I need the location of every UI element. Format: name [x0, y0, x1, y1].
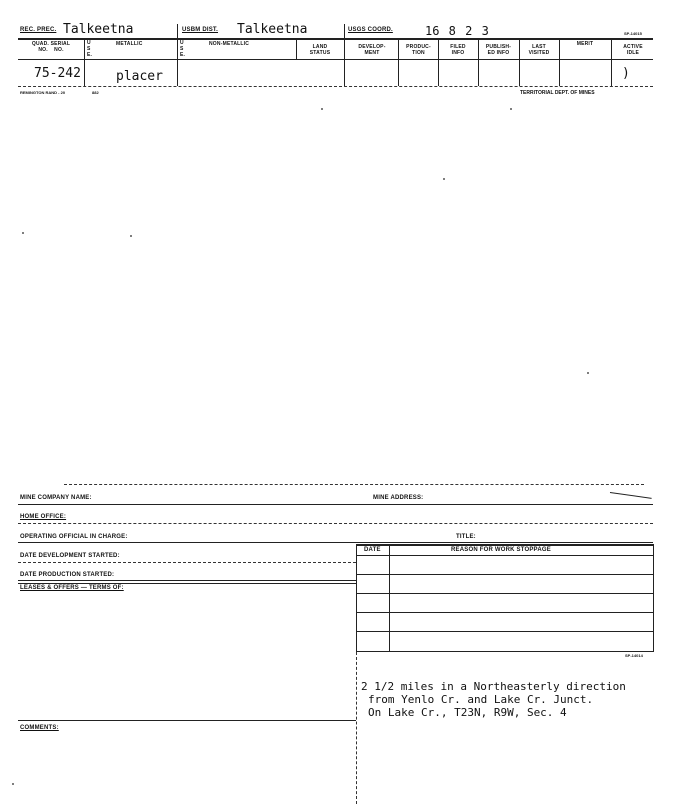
department-imprint: TERRITORIAL DEPT. OF MINES: [520, 90, 595, 96]
stoppage-reason-header: REASON FOR WORK STOPPAGE: [451, 547, 551, 553]
rec-prec-label: REC. PREC.: [20, 27, 57, 33]
usbm-dist-value: Talkeetna: [237, 22, 308, 37]
title-label: TITLE:: [456, 534, 476, 540]
col-quad-serial: QUAD. SERIAL NO. NO.: [31, 41, 71, 53]
col-merit: MERIT: [576, 41, 594, 47]
col-last-visited: LAST VISITED: [528, 44, 550, 56]
col-filed-info: FILED INFO: [450, 44, 466, 56]
date-development-started-label: DATE DEVELOPMENT STARTED:: [20, 553, 120, 559]
col-use-1: U S E.: [87, 40, 93, 58]
date-production-started-label: DATE PRODUCTION STARTED:: [20, 572, 115, 578]
active-idle-mark: ): [622, 66, 630, 81]
comments-label: COMMENTS:: [20, 725, 59, 731]
metallic-value: placer: [116, 69, 163, 84]
printer-imprint: REMINGTON RAND - 20: [20, 90, 66, 95]
form-number-back: SP-14014: [625, 653, 643, 658]
operating-official-label: OPERATING OFFICIAL IN CHARGE:: [20, 534, 128, 540]
quad-serial-value: 75-242: [34, 66, 81, 81]
home-office-label: HOME OFFICE:: [20, 514, 67, 520]
location-line-2: from Yenlo Cr. and Lake Cr. Junct.: [368, 693, 594, 706]
usbm-dist-label: USBM DIST.: [182, 27, 219, 33]
location-line-3: On Lake Cr., T23N, R9W, Sec. 4: [368, 706, 567, 719]
printer-code: 882: [92, 90, 99, 95]
col-non-metallic: NON-METALLIC: [209, 41, 250, 47]
mine-address-label: MINE ADDRESS:: [373, 495, 424, 501]
mine-company-name-label: MINE COMPANY NAME:: [20, 495, 92, 501]
col-development: DEVELOP- MENT: [358, 44, 386, 56]
usgs-coord-label: USGS COORD.: [348, 27, 393, 33]
col-land-status: LAND STATUS: [309, 44, 331, 56]
form-number-front: SP-14015: [624, 31, 642, 36]
stoppage-date-header: DATE: [364, 547, 381, 553]
col-use-2: U S E.: [180, 40, 186, 58]
rec-prec-value: Talkeetna: [63, 22, 134, 37]
col-published-info: PUBLISH- ED INFO: [485, 44, 512, 56]
leases-offers-label: LEASES & OFFERS — TERMS OF:: [20, 585, 124, 591]
location-line-1: 2 1/2 miles in a Northeasterly direction: [361, 680, 626, 693]
col-production: PRODUC- TION: [406, 44, 431, 56]
col-active-idle: ACTIVE IDLE: [623, 44, 643, 56]
col-metallic: METALLIC: [116, 41, 143, 47]
usgs-coord-value: 16 8 2 3: [425, 24, 489, 38]
